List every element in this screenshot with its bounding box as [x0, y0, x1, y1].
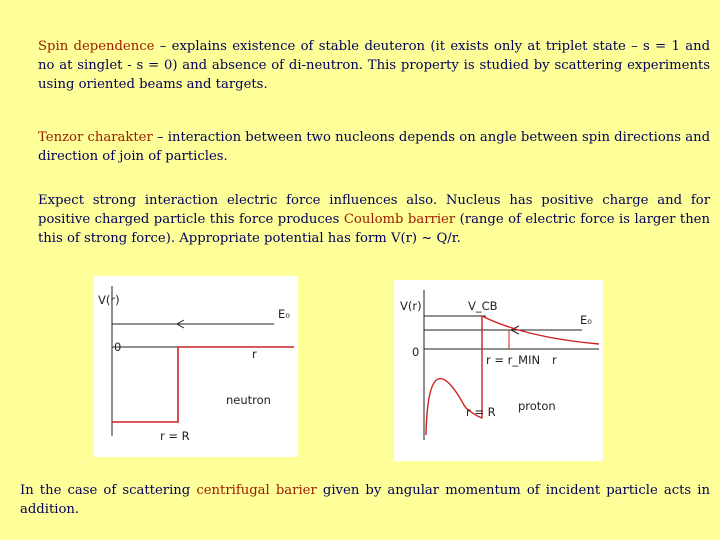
centrifugal-barrier-paragraph — [20, 481, 710, 519]
neutron-zero-label: 0 — [114, 340, 122, 354]
neutron-energy-label: E₀ — [278, 307, 290, 321]
proton-potential-curve — [426, 316, 599, 435]
neutron-potential-well — [112, 347, 294, 422]
centrifugal-barrier-term: centrifugal barier — [196, 483, 317, 498]
neutron-radius-label: r = R — [160, 429, 190, 443]
spin-dependence-term: Spin dependence — [38, 39, 155, 54]
tensor-character-text: – interaction between two nucleons depends on angle between spin directions and direction of join of particles. — [38, 130, 711, 164]
proton-r-label: r — [552, 353, 557, 367]
neutron-potential-diagram — [94, 276, 298, 457]
centrifugal-text-before: In the case of scattering — [20, 483, 197, 498]
proton-barrier-label: V_CB — [468, 299, 498, 313]
proton-turning-label: r = r_MIN — [486, 353, 541, 367]
proton-potential-diagram — [394, 280, 603, 461]
tensor-character-term: Tenzor charakter — [38, 130, 153, 145]
proton-particle-label: proton — [518, 399, 556, 413]
neutron-r-label: r — [252, 347, 257, 361]
proton-radius-label: r = R — [466, 405, 496, 419]
centrifugal-text-after: given by angular momentum of incident particle acts in addition. — [20, 483, 710, 517]
spin-dependence-paragraph — [38, 37, 710, 94]
coulomb-text-before: Expect strong interaction electric force influences also. Nucleus has positive charge and for positive charged particle this force produces — [38, 193, 710, 227]
coulomb-barrier-term: Coulomb barrier — [343, 212, 456, 227]
coulomb-barrier-paragraph — [38, 191, 710, 248]
spin-dependence-text: – explains existence of stable deuteron (it exists only at triplet state – s = 1 and no at singlet - s = 0) and absence of di-neutron. This property is studied by scattering experiments using oriented beams and targets. — [38, 39, 711, 92]
coulomb-text-after: (range of electric force is larger then this of strong force). Appropriate potential has form V(r) ~ Q/r. — [38, 212, 710, 246]
neutron-y-label: V(r) — [98, 293, 120, 307]
tensor-character-paragraph — [38, 128, 710, 166]
proton-y-label: V(r) — [400, 299, 422, 313]
proton-zero-label: 0 — [412, 345, 420, 359]
neutron-particle-label: neutron — [226, 393, 271, 407]
proton-energy-label: E₀ — [580, 313, 592, 327]
